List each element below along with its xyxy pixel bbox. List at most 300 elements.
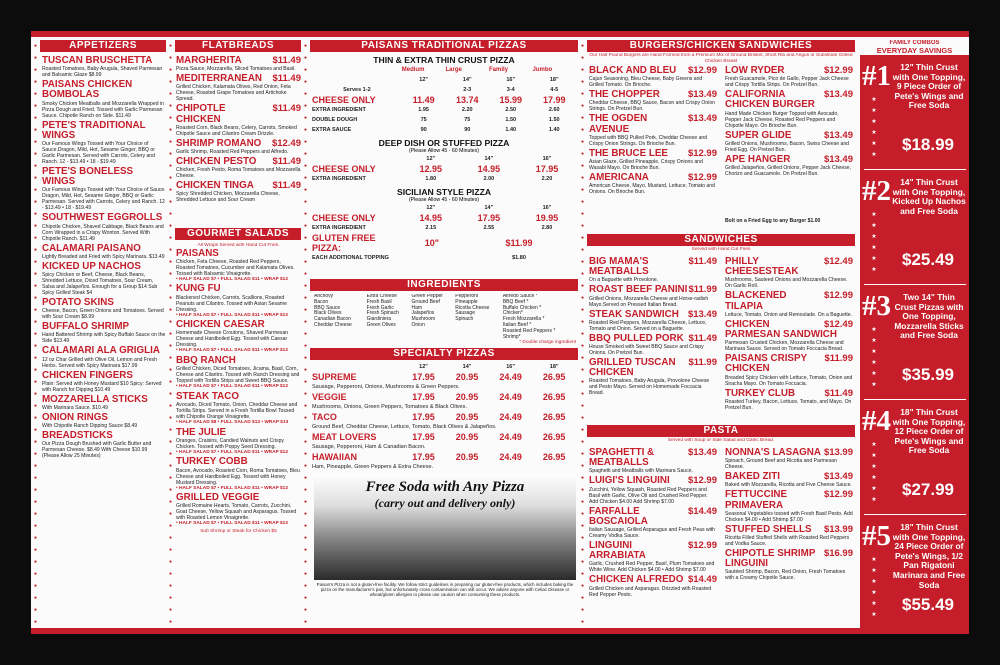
menu-item <box>42 371 166 393</box>
inch-header-blank <box>312 75 402 85</box>
item-title: LOW RYDER <box>725 65 785 76</box>
item-pricing: • HALF SALAD $8 • FULL SALAD $13 • WRAP $13 <box>176 419 289 425</box>
item-name <box>176 181 301 191</box>
menu-item <box>589 285 717 307</box>
item-title: PAISANS CRISPY CHICKEN <box>725 353 807 375</box>
menu-item <box>589 114 717 146</box>
item-title: AMERICANA <box>589 172 649 184</box>
item-name <box>589 334 717 344</box>
ingredient-item: Canadian Bacon <box>314 316 351 323</box>
menu-item <box>725 389 853 411</box>
item-price: $16.99 <box>823 548 853 560</box>
dots-divider-2: ● ● ● ● ● ● ● ● ● ● ● ● ● ● ● ● ● ● ● ● ● ● ● ● ● ● ● ● ● ● ● ● ● ● ● ● ● ● ● ● ● ● ● ● ● ● ● ● ● <box>303 43 308 625</box>
item-name <box>725 490 853 510</box>
item-description: Grilled Chicken, Kalamata Olives, Red Onion, Feta Cheese, Roasted Grape Tomatoes and Artichoke Spread. <box>176 84 291 103</box>
item-description: American Cheese, Mayo, Mustard, Lettuce, Tomato and Onions. On Brioche Bun. <box>589 183 715 196</box>
menu-item <box>725 155 853 177</box>
price-row-label: DOUBLE DOUGH <box>312 117 358 123</box>
ingredient-item: Spinach <box>455 316 474 323</box>
blank <box>402 253 462 263</box>
menu-item <box>725 472 853 488</box>
menu-item <box>589 507 717 539</box>
price-row-label: EXTRA SAUCE <box>312 127 352 133</box>
combo-price: $35.99 <box>902 365 954 384</box>
item-description: Mushrooms, Sauteed Onions and Mozzarella Cheese. On Garlic Roll. <box>725 277 848 290</box>
item-description: Pizza Sauce, Mozzarella, Sliced Tomatoes and Basil. <box>176 66 296 73</box>
family-combos-heading <box>860 40 969 55</box>
specialty-name: MEAT LOVERS <box>312 432 377 442</box>
family-title-1: FAMILY COMBOS <box>889 40 940 46</box>
deep-dish-title: DEEP DISH OR STUFFED PIZZA <box>378 138 510 148</box>
specialty-price: 24.49 <box>499 412 522 422</box>
item-name <box>725 525 853 535</box>
specialty-price: 26.95 <box>542 452 566 462</box>
item-name <box>725 549 853 569</box>
item-description: Roasted Corn, Black Beans, Celery, Carrots, Smoked Chipotle Sauce and Cilantro Cream Drizzle. <box>176 124 297 137</box>
salads-footer: Sub Shrimp or Steak for Chicken $5 <box>200 528 277 534</box>
combo-stars: ★ ★ ★ ★ ★ ★ <box>871 442 877 503</box>
ingredient-item: Sausage <box>455 310 475 317</box>
specialty-price: 17.95 <box>412 412 435 422</box>
price-value: 19.95 <box>535 213 559 223</box>
item-name <box>725 320 853 340</box>
ingredients-note: * Double charge ingredient <box>519 340 576 346</box>
item-price: $13.49 <box>687 308 717 320</box>
item-name <box>176 392 301 402</box>
price-value: 1.80 <box>425 176 437 182</box>
item-description: Sautéed Shrimp, Bacon, Red Onion, Fresh Tomatoes with a Creamy Chipotle Sauce. <box>725 569 846 582</box>
header-traditional-pizzas: PAISANS TRADITIONAL PIZZAS <box>310 40 578 52</box>
sandwiches-block <box>589 247 853 422</box>
item-pricing: • HALF SALAD $7 • FULL SALAD $11 • WRAP $12 <box>176 276 289 282</box>
menu-item <box>725 257 853 289</box>
price-value: 75 <box>420 117 427 123</box>
item-description: Roasted Tomatoes, Baby Arugula, Shaved Parmesan and Balsamic Glaze $8.99 <box>42 66 163 79</box>
item-title: MARGHERITA <box>176 56 242 66</box>
serves-value: 2-3 <box>463 87 472 93</box>
price-value: 15.99 <box>499 95 522 105</box>
combo-number: #1 <box>862 60 891 92</box>
combo-number: #5 <box>862 520 891 552</box>
ingredient-column <box>503 294 576 340</box>
specialty-description: Sausage, Pepperoni, Ham & Canadian Bacon. <box>312 444 426 450</box>
menu-item <box>176 320 301 354</box>
combo-stars: ★ ★ ★ ★ ★ ★ <box>871 97 877 158</box>
burgers-left <box>589 66 717 197</box>
item-description: Fresh Guacamole, Pico de Gallo, Pepper Jack Cheese and Crispy Tortilla Strips. On Pretzel Bun. <box>725 76 849 89</box>
price-value: 1.50 <box>505 117 517 123</box>
ingredient-item: Ground Beef <box>411 298 440 305</box>
specialty-description: Mushrooms, Onions, Green Peppers, Tomatoes & Black Olives. <box>312 404 467 410</box>
sicilian-title: SICILIAN STYLE PIZZA <box>396 187 492 197</box>
price-row-label: CHEESE ONLY <box>312 95 376 105</box>
item-price: $12.99 <box>823 489 853 501</box>
item-description: Our Famous Wings Tossed with Your Choice of Sauce.Dragon, Mild, Hot, Sesame Ginger, BBQ or Garlic Parmesan. Served with Carrots, Celery and Ranch. 12 - $13.49 • 18 - $19.49 <box>42 141 155 166</box>
item-description: Cheese, Bacon, Green Onions and Tomatoes. Served with Sour Cream $8.99 <box>42 308 164 321</box>
menu-item <box>176 249 301 283</box>
item-title: STEAK SANDWICH <box>589 308 679 320</box>
item-pricing: • HALF SALAD $7 • FULL SALAD $11 • WRAP $12 <box>176 449 289 455</box>
item-price: $11.49 <box>272 73 301 85</box>
item-title: CHICKEN TINGA <box>176 180 254 192</box>
ingredient-item: Fresh Garlic <box>366 304 394 311</box>
item-title: TURKEY COBB <box>176 456 248 468</box>
item-name <box>176 74 301 84</box>
item-title: ONION RINGS <box>42 412 108 424</box>
item-description: Chipotle Chicken, Shaved Cabbage, Black Beans and Corn Wrapped in a Crispy Wonton. Served With Chipotle Ranch. $11.49 <box>42 223 164 242</box>
item-title: MEDITERRANEAN <box>176 73 262 85</box>
item-price: $12.49 <box>271 137 301 149</box>
price-row-label: EXTRA INGREDIENT <box>312 176 366 182</box>
size-inches: 12" <box>419 364 428 370</box>
item-title: GRILLED VEGGIE <box>176 492 260 504</box>
item-name <box>42 213 166 223</box>
specialty-price: 17.95 <box>412 452 435 462</box>
item-pricing: • HALF SALAD $7 • FULL SALAD $11 • WRAP $12 <box>176 521 289 527</box>
item-description: Bacon, Avocado, Roasted Corn, Roma Tomatoes, Bleu Cheese and Hardboiled Egg. Tossed with Honey Mustard Dressing. <box>176 467 300 486</box>
menu-item <box>42 395 166 411</box>
price-value: 13.74 <box>455 95 479 105</box>
item-description: House Smoked with Sweet BBQ Sauce and Crispy Onions. On Pretzel Bun. <box>589 344 704 357</box>
item-price: $11.49 <box>272 180 301 192</box>
item-title: CHICKEN FINGERS <box>42 369 133 381</box>
item-description: With Chipotle Ranch Dipping Sauce $8.49 <box>42 423 138 430</box>
deep-dish-table <box>312 154 576 184</box>
item-title: SPAGHETTI & MEATBALLS <box>589 447 655 469</box>
price-value: 2.60 <box>548 107 560 113</box>
header-pasta: PASTA <box>587 425 855 437</box>
gluten-size: 10" <box>424 238 439 248</box>
item-name <box>42 371 166 381</box>
ingredient-item: Bacon <box>314 298 329 305</box>
item-name <box>42 431 166 441</box>
item-description: Plain: Served with Honey Mustard $10 Spicy: Served with Ranch for Dipping $10.49 <box>42 380 162 393</box>
menu-item <box>176 104 301 136</box>
price-value: 1.40 <box>505 127 517 133</box>
ingredient-item: Fresh Spinach <box>366 310 399 317</box>
item-description: Cajun Seasoning, Bleu Cheese, Baby Greens and Grilled Tomato. On Brioche. <box>589 76 703 89</box>
menu-item <box>725 66 853 88</box>
menu-item <box>725 354 853 386</box>
item-title: POTATO SKINS <box>42 297 114 309</box>
item-title: CALAMARI PAISANO <box>42 242 141 254</box>
size-inches: 16" <box>506 77 516 83</box>
item-description: On a Baguette with Provolone. <box>589 277 659 284</box>
specialty-price: 26.95 <box>542 372 566 382</box>
price-value: 17.95 <box>477 213 501 223</box>
item-name <box>42 167 166 187</box>
item-name <box>42 244 166 254</box>
item-title: BLACKENED TILAPIA <box>725 290 787 312</box>
menu-item <box>725 320 853 352</box>
item-title: BAKED ZITI <box>725 471 780 483</box>
sicilian-table <box>312 203 576 233</box>
specialty-name: TACO <box>312 412 337 422</box>
size-inches: 12" <box>426 205 436 211</box>
item-title: CHIPOTLE CHICKEN <box>176 103 226 125</box>
specialty-price: 20.95 <box>455 392 479 402</box>
inch-header-blank <box>312 154 402 164</box>
serves-label: Serves 1-2 <box>343 87 371 93</box>
price-row-label: CHEESE ONLY <box>312 213 376 223</box>
item-title: KUNG FU <box>176 283 221 295</box>
item-title: PAISANS CHICKEN BOMBOLAS <box>42 79 133 101</box>
combo-description: 18" Thin Crust with One Topping, 24 Piece Order of Pete's Wings, 1/2 Pan Rigatoni Marinara and Free Soda <box>892 522 966 590</box>
item-name <box>589 358 717 378</box>
item-title: THE OGDEN AVENUE <box>589 113 648 135</box>
gluten-free-table <box>312 233 576 263</box>
combo-number: #4 <box>862 405 891 437</box>
price-value: 2.00 <box>483 176 495 182</box>
item-price: $11.99 <box>688 357 717 369</box>
item-title: THE JULIE <box>176 426 227 438</box>
specialty-price: 26.95 <box>542 412 566 422</box>
item-name <box>42 56 166 66</box>
pasta-note: Served with Soup or Side Salad and Garlic Bread. <box>667 438 775 443</box>
item-name <box>176 249 301 259</box>
menu-item <box>725 490 853 522</box>
price-value: 17.95 <box>535 164 559 174</box>
price-value: 2.80 <box>541 225 553 231</box>
size-inches: 16" <box>542 205 552 211</box>
item-name <box>589 257 717 277</box>
thin-crust-title: THIN & EXTRA THIN CRUST PIZZA <box>373 55 515 65</box>
specialty-price: 17.95 <box>412 392 435 402</box>
menu-item <box>42 346 166 368</box>
item-title: FARFALLE BOSCAIOLA <box>589 505 648 527</box>
specialty-price: 17.95 <box>412 372 435 382</box>
ingredients-table <box>314 294 576 340</box>
specialty-price: 17.95 <box>412 432 435 442</box>
menu-item <box>176 392 301 426</box>
ingredient-item: Roasted Red Peppers * <box>502 327 556 334</box>
gluten-label: GLUTEN FREE PIZZA: <box>312 233 376 253</box>
item-name <box>42 121 166 141</box>
item-price: $13.99 <box>823 523 853 535</box>
combo-description: 12" Thin Crust with One Topping, 9 Piece Order of Pete's Wings and Free Soda <box>892 62 966 111</box>
item-name <box>42 413 166 423</box>
ingredient-item: Mushroom <box>411 316 436 323</box>
item-price: $11.49 <box>272 156 301 168</box>
item-name <box>42 346 166 356</box>
item-pricing: • HALF SALAD $7 • FULL SALAD $11 • WRAP $12 <box>176 312 289 318</box>
item-description: Grilled Romaine Hearts, Tomato, Carrots, Zucchini, Goat Cheese, Yellow Squash and Asparagus. Tossed with Roasted Lemon Vinaigrette. <box>176 503 297 522</box>
specialty-price: 24.49 <box>499 432 522 442</box>
combo-number: #2 <box>862 175 891 207</box>
ingredient-item: Pepperoni <box>455 294 479 299</box>
item-description: Ricotta Filled Stuffed Shells with Roasted Red Peppers and Vodka Sauce. <box>725 535 850 548</box>
item-name <box>589 149 717 159</box>
item-description: Hand Made Chicken Burger Topped with Avocado, Pepper Jack Cheese, Roasted Red Peppers and Chipotle Mayo. On Brioche Bun. <box>725 110 839 129</box>
menu-item <box>42 213 166 241</box>
header-flatbreads: FLATBREADS <box>175 40 301 52</box>
menu-item <box>176 457 301 491</box>
dots-divider-1: ● ● ● ● ● ● ● ● ● ● ● ● ● ● ● ● ● ● ● ● ● ● ● ● ● ● ● ● ● ● ● ● ● ● ● ● ● ● ● ● ● ● ● ● ● ● ● ● ● <box>168 43 173 625</box>
sandwiches-left <box>589 257 717 398</box>
size-inches: 14" <box>484 156 494 162</box>
item-name <box>589 285 717 295</box>
menu-item <box>176 356 301 390</box>
item-pricing: • HALF SALAD $7 • FULL SALAD $11 • WRAP $12 <box>176 485 289 491</box>
combo-separator <box>864 399 966 400</box>
ingredient-item: Giardiniera <box>366 316 392 323</box>
menu-item <box>589 257 717 283</box>
item-title: SOUTHWEST EGGROLLS <box>42 212 163 224</box>
burgers-addon: Bolt on a Fried Egg to any Burger $1.00 <box>725 218 821 224</box>
item-title: NONNA'S LASAGNA <box>725 447 821 458</box>
menu-item <box>589 575 717 597</box>
item-description: Our Pizza Dough Brushed with Garlic Butter and Parmesan Cheese. $8.49 With Cheese $10.99 (Please Allow 25 Minutes) <box>42 441 152 460</box>
item-description: Zucchini, Yellow Squash, Roasted Red Peppers and Basil with Garlic, Olive Oil and Crushed Red Pepper. Add Chicken $4.00 Add Shrimp $7.00 <box>589 486 708 505</box>
specialty-price: 26.95 <box>542 432 566 442</box>
pasta-left <box>589 448 717 600</box>
burgers-note: Our Half Pound Burgers are Hand Formed from a Premium Mix of Ground Brisket, Short Rib and Angus or Substitute Grilled Chicken Breast <box>589 53 853 64</box>
menu-item <box>176 74 301 102</box>
ingredient-item: Green Olives <box>366 321 396 328</box>
item-price: $11.49 <box>688 332 717 344</box>
item-name <box>176 56 301 66</box>
item-description: Garlic, Crushed Red Pepper, Basil, Plum Tomatoes and White Wine. Add Chicken $4.00 • Add Shrimp $7.00 <box>589 561 715 574</box>
serves-value: 4-5 <box>550 87 559 93</box>
ingredient-item: Shrimp* <box>502 333 521 340</box>
menu-item <box>589 448 717 474</box>
item-name <box>42 262 166 272</box>
menu-item <box>176 56 301 72</box>
size-name: Large <box>445 67 462 73</box>
item-name <box>725 90 853 110</box>
item-description: Blackened Chicken, Carrots, Scallions, Roasted Peanuts and Cilantro. Tossed with Asian Sesame Dressing. <box>176 294 287 313</box>
item-name <box>589 66 717 76</box>
combo-stars: ★ ★ ★ ★ ★ ★ <box>871 557 877 618</box>
ingredient-item: Fresh Mozzarella * <box>502 316 545 323</box>
item-price: $13.49 <box>687 113 717 125</box>
item-name <box>589 310 717 320</box>
item-price: $13.49 <box>823 471 853 483</box>
item-name <box>42 395 166 405</box>
item-title: TURKEY CLUB <box>725 387 796 399</box>
price-value: 90 <box>420 127 427 133</box>
item-title: BUFFALO SHRIMP <box>42 321 130 333</box>
item-title: MOZZARELLA STICKS <box>42 393 148 405</box>
item-price: $11.49 <box>272 103 301 115</box>
price-value: 1.50 <box>548 117 560 123</box>
menu-item <box>42 431 166 459</box>
item-price: $13.49 <box>823 153 853 165</box>
item-name <box>589 90 717 100</box>
ingredient-item: Cheddar Cheese <box>314 321 352 328</box>
price-row-label: EXTRA INGREDIENT <box>312 225 366 231</box>
item-price: $13.49 <box>823 129 853 141</box>
item-description: Roasted Tomatoes, Baby Arugula, Provolone Cheese and Pesto Mayo. Served on Homemade Foccacia Bread. <box>589 378 710 397</box>
price-value: 75 <box>464 117 471 123</box>
item-description: Spicy Chicken or Beef, Cheese, Black Beans, Shredded Lettuce, Diced Tomatoes, Sour Cream, Salsa and Jalapeños. Enough for a Group $14 Sub Spicy Grilled Steak $4 <box>42 272 158 297</box>
item-name <box>176 493 301 503</box>
item-name <box>589 507 717 527</box>
specialty-price: 20.95 <box>455 452 479 462</box>
item-description: Grilled Chicken and Asparagus. Drizzled with Roasted Red Pepper Pesto. <box>589 585 712 598</box>
size-inches: 18" <box>549 77 559 83</box>
item-name <box>589 476 717 486</box>
price-value: 2.20 <box>541 176 553 182</box>
burgers-block <box>589 53 853 231</box>
ingredient-item: Extra Cheese <box>366 294 397 299</box>
ingredient-item: Alfredo Sauce * <box>502 294 538 299</box>
ingredient-item: Ham <box>411 304 423 311</box>
menu-item <box>176 181 301 203</box>
item-name <box>589 575 717 585</box>
item-title: CHICKEN ALFREDO <box>589 574 684 586</box>
item-title: LINGUINI ARRABIATA <box>589 540 646 562</box>
item-description: Avocado, Diced Tomato, Onion, Cheddar Cheese and Tortilla Strips. Served in a Fresh Tortilla Bowl Tossed with Chipotle Orange Vinaigrette. <box>176 401 298 420</box>
item-description: Topped with BBQ Pulled Pork, Cheddar Cheese and Crispy Onion Strings. On Brioche Bun. <box>589 134 708 147</box>
header-sandwiches: SANDWICHES <box>587 234 855 246</box>
ingredient-item: Fresh Basil <box>366 298 392 305</box>
item-title: BIG MAMA'S MEATBALLS <box>589 256 649 278</box>
menu-item <box>725 291 853 317</box>
menu-item <box>725 131 853 153</box>
item-name <box>42 322 166 332</box>
item-name <box>176 284 301 294</box>
item-title: CALIFORNIA CHICKEN BURGER <box>725 89 815 111</box>
inch-header-blank <box>312 203 402 213</box>
item-description: Lettuce, Tomato, Onion and Remoulade. On a Baguette. <box>725 311 853 318</box>
item-title: APE HANGER <box>725 153 791 165</box>
size-header-blank <box>312 65 402 75</box>
item-price: $12.99 <box>687 65 717 76</box>
item-name <box>725 131 853 141</box>
price-value: 1.40 <box>548 127 560 133</box>
price-value: 2.15 <box>425 225 437 231</box>
item-price: $12.99 <box>823 290 853 302</box>
menu-item <box>42 56 166 78</box>
ingredient-item: Jalapeños <box>411 310 435 317</box>
combo-price: $55.49 <box>902 595 954 614</box>
item-name <box>725 354 853 374</box>
item-title: THE BRUCE LEE <box>589 147 668 159</box>
free-soda-promo <box>314 474 576 580</box>
item-description: Homemade Cheese Croutons, Shaved Parmesan Cheese and Hardboiled Egg. Tossed with Caesar Dressing. <box>176 330 289 349</box>
flatbreads-column <box>176 56 301 228</box>
item-name <box>176 428 301 438</box>
sandwiches-right <box>725 257 853 413</box>
item-description: Grilled Onions, Mozzarella Cheese and Horse-radish Mayo.Served on Pressed Italian Bread. <box>589 295 709 308</box>
item-description: With Marinara Sauce. $10.49 <box>42 405 108 412</box>
menu-item <box>176 284 301 318</box>
gluten-disclaimer: Paisan's Pizza is not a gluten-free facility. We follow strict guidelines in preparing our gluten-free products, which includes baking the pizza on the manufacturer's pan, but unfortunately cross contamination can still occur. We advise anyone with Celiac Disease or wheat/gluten allergies to please use caution when consuming these products. <box>316 582 574 598</box>
item-description: Spaghetti and Meatballs with Marinara Sauce. <box>589 468 693 475</box>
item-price: $13.49 <box>823 89 853 101</box>
family-title-2: EVERYDAY SAVINGS <box>876 46 953 55</box>
item-title: SHRIMP ROMANO <box>176 137 262 149</box>
menu-item <box>42 244 166 260</box>
menu-item <box>176 428 301 456</box>
item-name <box>42 80 166 100</box>
top-stripe <box>31 31 969 37</box>
specialty-name: VEGGIE <box>312 392 347 402</box>
item-title: PAISANS <box>176 247 219 259</box>
combo-separator <box>864 284 966 285</box>
deep-dish-allow: (Please Allow 45 - 60 Minutes) <box>408 148 480 154</box>
size-inches: 18" <box>549 364 559 370</box>
specialty-price: 20.95 <box>455 412 479 422</box>
ingredient-column <box>367 294 412 340</box>
item-title: CHICKEN PARMESAN SANDWICH <box>725 318 837 341</box>
item-description: Our Famous Wings Tossed with Your Choice of Sauce. Dragon, Mild, Hot, Sesame Ginger, BBQ or Garlic Parmesan. Served with Carrots, Celery and Ranch. 12 - $13.49 • 18 - $19.49 <box>42 187 166 212</box>
item-name <box>725 472 853 482</box>
item-description: Hand Battered Shrimp with Spicy Buffalo Sauce on the Side $13.49 <box>42 332 166 345</box>
price-value: 2.55 <box>483 225 495 231</box>
item-price: $12.99 <box>687 172 717 184</box>
